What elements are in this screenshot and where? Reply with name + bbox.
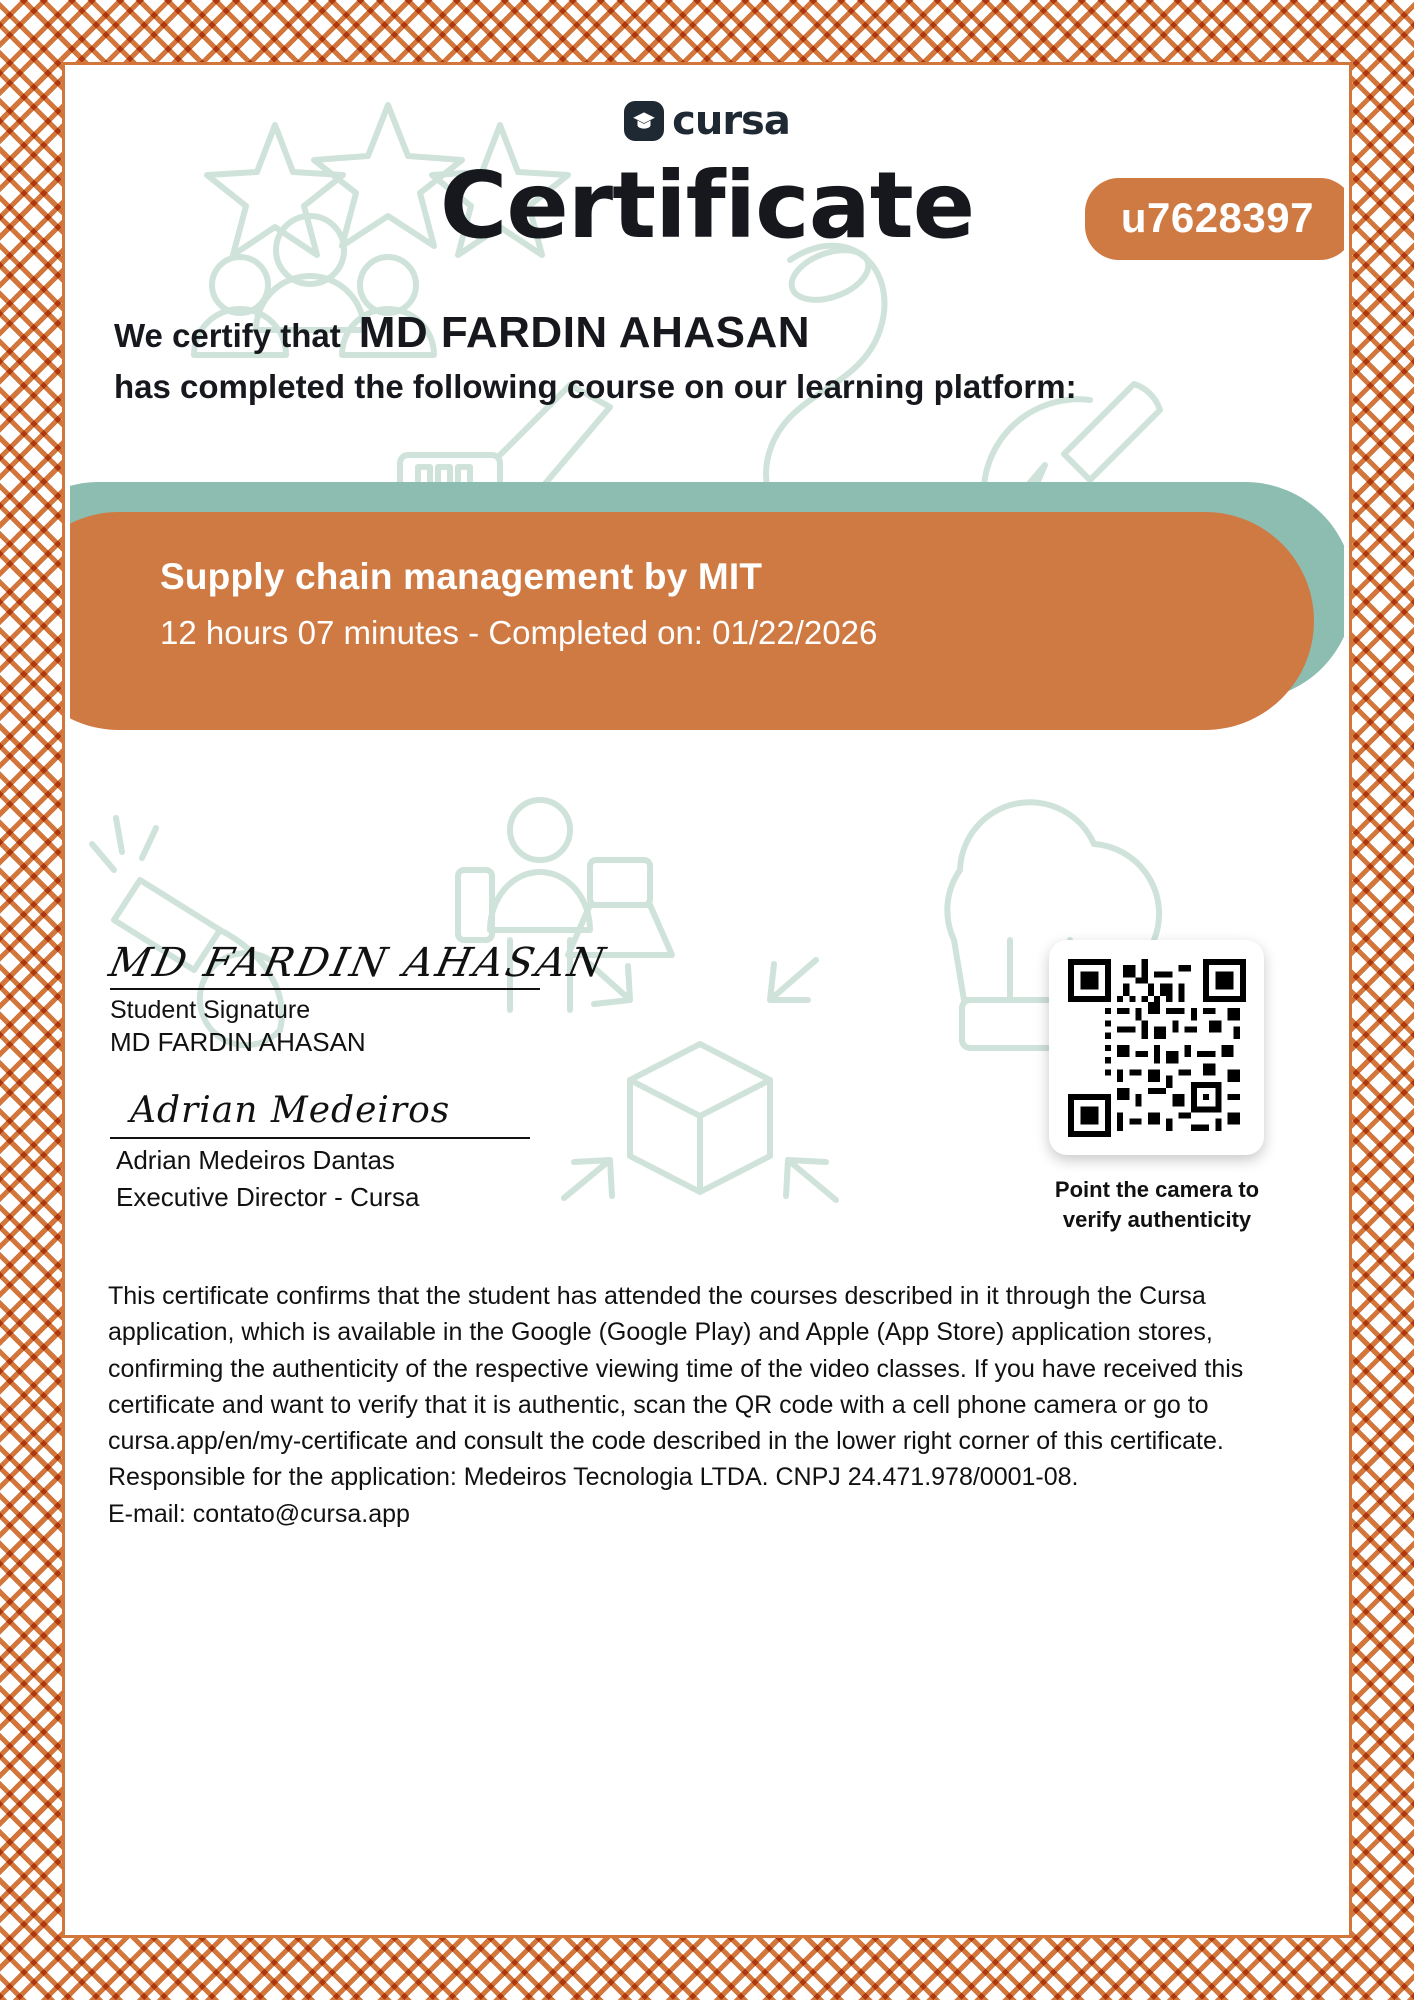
course-title: Supply chain management by MIT	[160, 556, 763, 597]
certificate-body	[70, 70, 1344, 1930]
graduation-cap-icon	[624, 101, 664, 141]
brand-name: cursa	[672, 98, 790, 144]
student-signature-name: MD FARDIN AHASAN	[110, 1027, 366, 1057]
certificate-code-badge: u7628397	[1085, 178, 1344, 260]
qr-caption-line2: verify authenticity	[1062, 1206, 1252, 1232]
director-signature-block	[110, 1090, 670, 1213]
qr-caption	[1012, 1175, 1302, 1234]
qr-caption-line1: Point the camera to	[1054, 1177, 1260, 1202]
director-signature-script: Adrian Medeiros	[130, 1090, 451, 1131]
course-meta: 12 hours 07 minutes - Completed on: 01/22/2026	[160, 614, 878, 651]
certify-prefix: We certify that	[114, 317, 341, 354]
director-signature-rule	[110, 1137, 530, 1139]
course-banner	[70, 482, 1344, 742]
brand-logo	[70, 98, 1344, 144]
student-signature-label: Student Signature	[110, 996, 311, 1024]
certify-line-2: has completed the following course on our learning platform:	[114, 368, 1077, 405]
student-signature-rule	[110, 988, 540, 990]
student-signature-block	[105, 940, 670, 1058]
director-name: Adrian Medeiros Dantas	[116, 1145, 395, 1175]
qr-code-icon	[1068, 959, 1246, 1137]
student-signature-script: MD FARDIN AHASAN	[105, 940, 612, 986]
director-role: Executive Director - Cursa	[116, 1182, 420, 1212]
page-title: Certificate	[439, 152, 975, 259]
certify-statement	[114, 308, 1300, 406]
footer-text: This certificate confirms that the student has attended the courses described in it through the Cursa application, which is available in the Google (Google Play) and Apple (App Store) application stores, confirming the authenticity of the respective viewing time of the video classes. If you have received this certificate and want to verify that it is authentic, scan the QR code with a cell phone camera or go to cursa.app/en/my-certificate and consult the code described in the lower right corner of this certificate. Responsible for the application: Medeiros Tecnologia LTDA. CNPJ 24.471.978/0001-08.	[108, 1282, 1244, 1492]
footer-disclaimer	[108, 1278, 1298, 1532]
banner-front-shape	[70, 512, 1314, 730]
student-name: MD FARDIN AHASAN	[358, 308, 811, 357]
footer-email: E-mail: contato@cursa.app	[108, 1499, 410, 1528]
qr-code-card[interactable]	[1049, 940, 1264, 1155]
